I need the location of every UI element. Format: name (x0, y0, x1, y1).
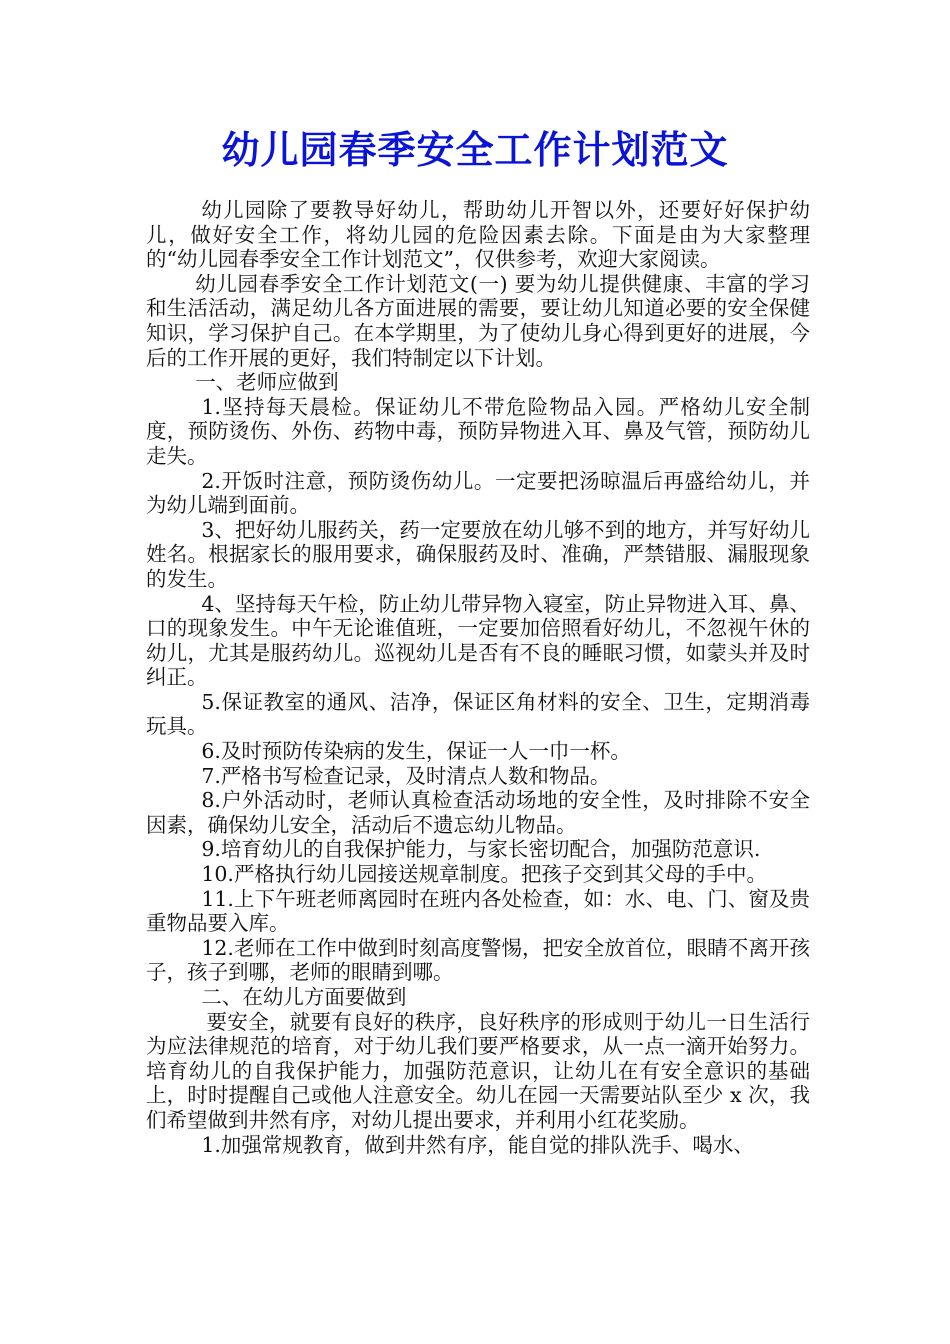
teacher-item-1: 1.坚持每天晨检。保证幼儿不带危险物品入园。严格幼儿安全制度，预防烫伤、外伤、药物中毒，预防异物进入耳、鼻及气管，预防幼儿走失。 (146, 394, 810, 468)
document-title: 幼儿园春季安全工作计划范文 (221, 127, 729, 172)
teacher-item-3: 3、把好幼儿服药关，药一定要放在幼儿够不到的地方，并写好幼儿姓名。根据家长的服用要求，确保服药及时、准确，严禁错服、漏服现象的发生。 (146, 517, 810, 591)
intro-paragraph: 幼儿园除了要教导好幼儿，帮助幼儿开智以外，还要好好保护幼儿，做好安全工作，将幼儿园的危险因素去除。下面是由为大家整理的“幼儿园春季安全工作计划范文”，仅供参考，欢迎大家阅读。 (146, 198, 810, 272)
teacher-item-6: 6.及时预防传染病的发生，保证一人一巾一杯。 (201, 739, 631, 764)
children-intro-paragraph: 要安全，就要有良好的秩序，良好秩序的形成则于幼儿一日生活行为应法律规范的培育，对于幼儿我们要严格要求，从一点一滴开始努力。培育幼儿的自我保护能力，加强防范意识，让幼儿在有安全意识的基础上，时时提醒自己或他人注意安全。幼儿在园一天需要站队至少 x 次，我们希望做到井然有序，对幼儿提出要求，并利用小红花奖励。 (146, 1009, 810, 1132)
plan-one-paragraph: 幼儿园春季安全工作计划范文(一) 要为幼儿提供健康、丰富的学习和生活活动，满足幼儿各方面进展的需要，要让幼儿知道必要的安全保健知识，学习保护自己。在本学期里，为了使幼儿身心得到更好的进展，今后的工作开展的更好，我们特制定以下计划。 (146, 271, 810, 370)
teacher-item-5: 5.保证教室的通风、洁净，保证区角材料的安全、卫生，定期消毒玩具。 (146, 689, 810, 739)
document-body (146, 198, 810, 1157)
teacher-item-4: 4、坚持每天午检，防止幼儿带异物入寝室，防止异物进入耳、鼻、口的现象发生。中午无论谁值班，一定要加倍照看好幼儿，不忽视午休的幼儿，尤其是服药幼儿。巡视幼儿是否有不良的睡眠习惯，如蒙头并及时纠正。 (146, 591, 810, 690)
teacher-item-10: 10.严格执行幼儿园接送规章制度。把孩子交到其父母的手中。 (201, 862, 767, 887)
section-heading-teachers: 一、老师应做到 (195, 370, 339, 395)
teacher-item-11: 11.上下午班老师离园时在班内各处检查，如：水、电、门、窗及贵重物品要入库。 (146, 886, 810, 936)
section-heading-children: 二、在幼儿方面要做到 (201, 985, 407, 1009)
teacher-item-8: 8.户外活动时，老师认真检查活动场地的安全性，及时排除不安全因素，确保幼儿安全，活动后不遗忘幼儿物品。 (146, 788, 810, 837)
teacher-item-2: 2.开饭时注意，预防烫伤幼儿。一定要把汤晾温后再盛给幼儿，并为幼儿端到面前。 (146, 468, 810, 518)
teacher-item-7: 7.严格书写检查记录，及时清点人数和物品。 (201, 763, 611, 788)
teacher-item-12: 12.老师在工作中做到时刻高度警惕，把安全放首位，眼睛不离开孩子，孩子到哪，老师的眼睛到哪。 (146, 935, 810, 985)
children-item-1: 1.加强常规教育，做到井然有序，能自觉的排队洗手、喝水、 (201, 1132, 754, 1157)
teacher-item-9: 9.培育幼儿的自我保护能力，与家长密切配合，加强防范意识. (201, 837, 761, 862)
